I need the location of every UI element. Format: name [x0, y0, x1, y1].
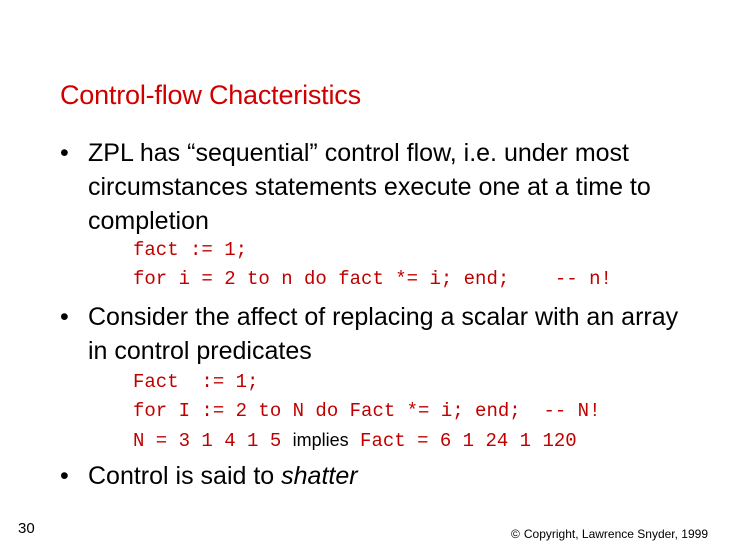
bullet-marker: • [60, 462, 69, 490]
code-fragment: Fact = 6 1 24 1 120 [348, 430, 577, 452]
code-line [133, 426, 600, 456]
bullet-item [60, 300, 700, 368]
slide-number: 30 [18, 520, 35, 537]
code-block [133, 236, 612, 294]
code-block [133, 368, 600, 456]
bullet-item [60, 459, 700, 493]
bullet-text-emphasis: shatter [281, 462, 358, 490]
code-line: for i = 2 to n do fact *= i; end; -- n! [133, 268, 612, 290]
bullet-marker: • [60, 139, 69, 167]
bullet-text-prefix: Control is said to [88, 462, 282, 490]
bullet-text: Consider the affect of replacing a scalar with an array in control predicates [88, 303, 679, 365]
code-fragment: N = 3 1 4 1 5 [133, 430, 293, 452]
copyright-text: Copyright, Lawrence Snyder, 1999 [523, 527, 708, 541]
bullet-text [88, 459, 700, 493]
bullet-text: ZPL has “sequential” control flow, i.e. under most circumstances statements execute one at a time to completion [88, 139, 651, 235]
code-line: for I := 2 to N do Fact *= i; end; -- N! [133, 400, 601, 422]
copyright-notice [511, 527, 708, 541]
code-line: fact := 1; [133, 239, 248, 261]
bullet-marker: • [60, 303, 69, 331]
implies-text: implies [292, 430, 349, 450]
copyright-icon: © [511, 527, 520, 541]
code-line: Fact := 1; [133, 371, 259, 393]
slide-title: Control-flow Chacteristics [60, 80, 361, 110]
bullet-item [60, 136, 700, 238]
